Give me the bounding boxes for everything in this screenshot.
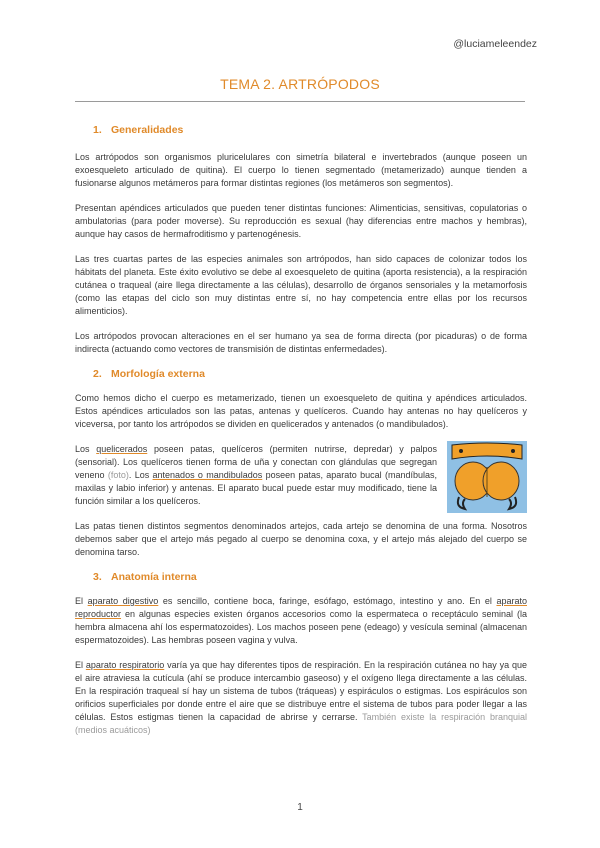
- term-aparato-reproductor: aparato reproductor: [75, 596, 527, 619]
- paragraph-quelicerados: Los quelicerados poseen patas, quelíceros (permiten nutrirse, depredar) y palpos (sensorial). Los quelíceros tienen forma de uña y conectan con glándulas que segregan veneno (foto). Los antenados o mandibulados poseen patas, aparato bucal (mandíbulas, maxilas y labio inferior) y antenas. El aparato bucal puede estar muy modificado, tiene la función similar a los quelíceros.: [75, 443, 527, 508]
- term-quelicerados: quelicerados: [96, 444, 148, 454]
- paragraph-digestivo: El aparato digestivo es sencillo, contiene boca, faringe, esófago, estómago, intestino y ano. En el aparato reproductor en algunas especies existen órganos accesorios como la espermateca o receptáculo seminal (la hembra almacena ahí los espermatozoides). Los machos poseen pene (edeago) y vesícula seminal (almacenan espermatozoides). Las hembras poseen vagina y vulva.: [75, 596, 527, 645]
- section-heading-morfologia: 2. Morfología externa: [93, 368, 205, 380]
- paragraph: Las tres cuartas partes de las especies animales son artrópodos, han sido capaces de colonizar todos los hábitats del planeta. Este éxito evolutivo se debe al exoesqueleto de quitina (aporta resistencia), a la respiración cutánea o traqueal (aire llega directamente a las células), desarrollo de órganos sensoriales y la metamorfosis (como las etapas del ciclo son muy distintas entre sí, no hay competencia entre ellas por los recursos alimenticios).: [75, 254, 527, 316]
- paragraph: Los artrópodos provocan alteraciones en el ser humano ya sea de forma directa (por picaduras) o de forma indirecta (actuando como vectores de transmisión de distintas enfermedades).: [75, 331, 527, 354]
- photo-reference: (foto): [107, 470, 129, 480]
- term-aparato-digestivo: aparato digestivo: [87, 596, 159, 606]
- paragraph: Los artrópodos son organismos pluricelulares con simetría bilateral e invertebrados (aunque poseen un exoesqueleto articulado de quitina). El cuerpo lo tienen segmentado (metamerizado) aunque tienden a fusionarse algunos metámeros para formar distintas regiones (los metámeros son segmentos).: [75, 152, 527, 188]
- section-heading-anatomia: 3. Anatomía interna: [93, 571, 197, 583]
- page-title: TEMA 2. ARTRÓPODOS: [220, 76, 380, 92]
- term-aparato-respiratorio: aparato respiratorio: [85, 660, 165, 670]
- paragraph: Las patas tienen distintos segmentos denominados artejos, cada artejo se denomina de una forma. Nosotros debemos saber que el artejo más pegado al cuerpo se denomina coxa, y el artejo más alejado del cuerpo se denomina tarso.: [75, 521, 527, 557]
- page-number: 1: [297, 802, 303, 813]
- paragraph: Presentan apéndices articulados que pueden tener distintas funciones: Alimenticias, sensitivas, copulatorias o ambulatorias (para poder moverse). Su reproducción es sexual (hay diferencias entre machos y hembras), aunque hay casos de hermafroditismo y partenogénesis.: [75, 203, 527, 239]
- author-handle: @luciameleendez: [453, 38, 537, 50]
- document-body: [75, 124, 527, 737]
- paragraph-respiratorio: El aparato respiratorio varía ya que hay diferentes tipos de respiración. En la respiración cutánea no hay ya que el aire atraviesa la cutícula (ahí se produce intercambio gaseoso) y el oxígeno llega directamente a las células. En la respiración traqueal sí hay un sistema de tubos (tráqueas) y espiráculos o estigmas. Los espiráculos son orificios superficiales por donde entre el aire que se distribuye entre el sistema de tubos para poder llegar a las células. Estos estigmas tienen la capacidad de abrirse y cerrarse. También existe la respiración branquial (medios acuáticos): [75, 660, 527, 735]
- title-divider: [75, 101, 525, 102]
- chelicerae-photo-icon: [447, 441, 527, 513]
- term-antenados: antenados o mandibulados: [152, 470, 263, 480]
- section-heading-generalidades: 1. Generalidades: [93, 124, 184, 136]
- note-branquial: También existe la respiración branquial (medios acuáticos): [75, 712, 527, 735]
- paragraph: Como hemos dicho el cuerpo es metamerizado, tienen un exoesqueleto de quitina y apéndices articulados. Estos apéndices articulados son las patas, antenas y quelíceros. Cuando hay antenas no hay quelíceros y viceversa, por tanto los artrópodos se dividen en quelicerados y antenados (o mandibulados).: [75, 393, 527, 429]
